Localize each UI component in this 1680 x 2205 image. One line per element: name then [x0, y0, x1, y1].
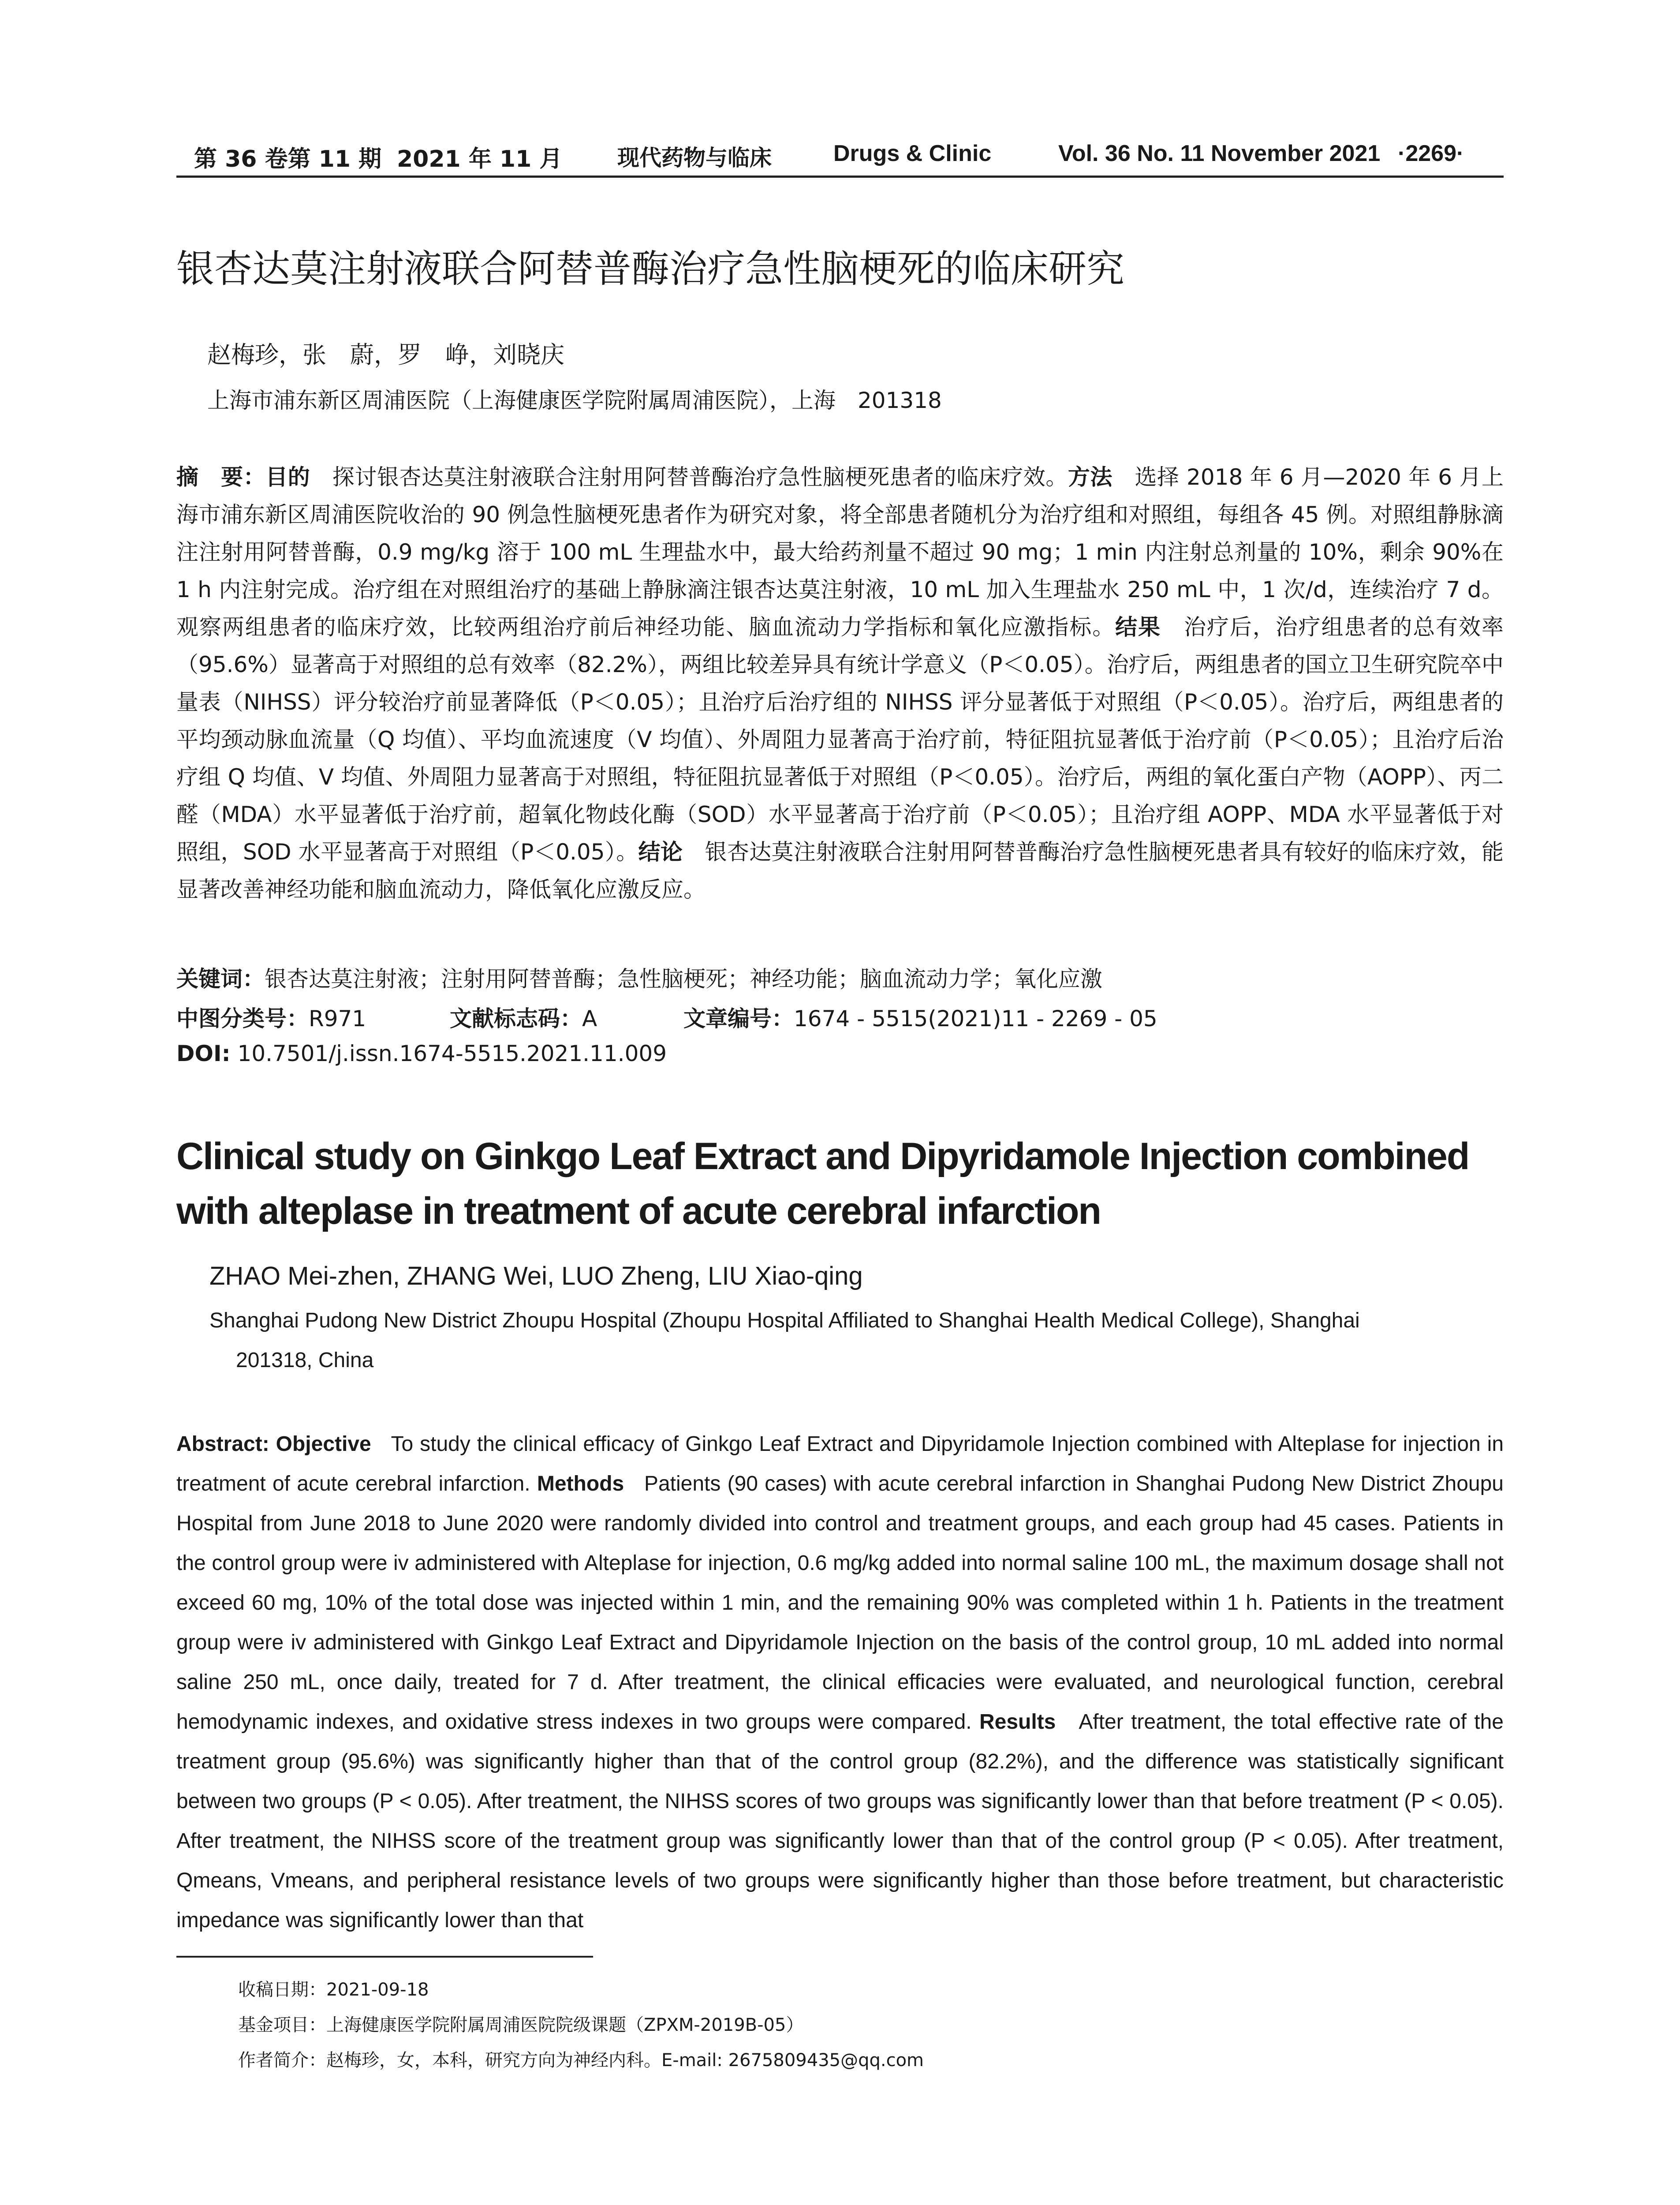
doi-row — [176, 1041, 667, 1066]
header-date-cn: 2021 年 11 月 — [397, 146, 563, 172]
results-text-cn: 治疗后，治疗组患者的总有效率（95.6%）显著高于对照组的总有效率（82.2%），两组比较差异具有统计学意义（P＜0.05）。治疗后，两组患者的国立卫生研究院卒中量表（NIHSS）评分较治疗前显著降低（P＜0.05）；且治疗后治疗组的 NIHSS 评分显著低于对照组（P＜0.05）。治疗后，两组患者的平均颈动脉血流量（Q 均值）、平均血流速度（V 均值）、外周阻力显著高于治疗前，特征阻抗显著低于治疗前（P＜0.05）；且治疗后治疗组 Q 均值、V 均值、外周阻力显著高于对照组，特征阻抗显著低于对照组（P＜0.05）。治疗后，两组的氧化蛋白产物（AOPP）、丙二醛（MDA）水平显著低于治疗前，超氧化物歧化酶（SOD）水平显著高于治疗前（P＜0.05）；且治疗组 AOPP、MDA 水平显著低于对照组，SOD 水平显著高于对照组（P＜0.05）。 — [176, 614, 1504, 865]
affiliation-cn: 上海市浦东新区周浦医院（上海健康医学院附属周浦医院），上海 201318 — [207, 388, 942, 413]
keywords-label-cn: 关键词： — [176, 966, 265, 992]
keywords-cn — [176, 961, 1102, 993]
footnote-fund — [238, 2011, 803, 2036]
affiliation-en-line1: Shanghai Pudong New District Zhoupu Hospital (Zhoupu Hospital Affiliated to Shanghai Health Medical College), Shanghai — [209, 1309, 1360, 1332]
doc-code-value: A — [582, 1006, 597, 1031]
results-text-en: After treatment, the total effective rate of the treatment group (95.6%) was significantly higher than that of the control group (82.2%), and the difference was statistically significant between two groups (P < 0.05). After treatment, the NIHSS scores of two groups was significantly lower than that before treatment (P < 0.05). After treatment, the NIHSS score of the treatment group was significantly lower than that of the control group (P < 0.05). After treatment, Qmeans, Vmeans, and peripheral resistance levels of two groups were significantly higher than those before treatment, but characteristic impedance was significantly lower than that — [176, 1710, 1504, 1932]
affiliation-en-line2: 201318, China — [236, 1349, 374, 1372]
received-date: 2021-09-18 — [326, 1980, 429, 2000]
header-journal-cn: 现代药物与临床 — [617, 145, 772, 171]
article-no-label: 文章编号： — [683, 1006, 794, 1031]
footnote-divider — [176, 1956, 593, 1958]
keywords-text-cn: 银杏达莫注射液；注射用阿替普酶；急性脑梗死；神经功能；脑血流动力学；氧化应激 — [265, 966, 1102, 992]
header-page-number: ·2269· — [1398, 141, 1464, 166]
header-volume-en: Vol. 36 No. 11 November 2021 — [1058, 141, 1381, 166]
affiliation-en — [209, 1301, 1504, 1380]
running-header — [176, 140, 1504, 176]
author-text: 赵梅珍，女，本科，研究方向为神经内科。E-mail: 2675809435@qq.com — [326, 2050, 924, 2070]
authors-en: ZHAO Mei-zhen, ZHANG Wei, LUO Zheng, LIU Xiao-qing — [209, 1262, 863, 1290]
objective-text-en: To study the clinical efficacy of Ginkgo Leaf Extract and Dipyridamole Injection combined with Alteplase for injection in treatment of acute cerebral infarction. — [176, 1432, 1504, 1495]
abstract-cn — [176, 459, 1504, 908]
footnote-author — [238, 2046, 924, 2071]
clc-label: 中图分类号： — [176, 1006, 309, 1031]
article-title-en: Clinical study on Ginkgo Leaf Extract and Dipyridamole Injection combined with alteplase in treatment of acute cerebral infarction — [176, 1135, 1469, 1232]
fund-text: 上海健康医学院附属周浦医院院级课题（ZPXM-2019B-05） — [326, 2015, 804, 2035]
header-journal-en: Drugs & Clinic — [833, 141, 992, 166]
classification-row — [176, 1001, 1504, 1032]
objective-text-cn: 探讨银杏达莫注射液联合注射用阿替普酶治疗急性脑梗死患者的临床疗效。 — [332, 464, 1068, 490]
fund-label: 基金项目： — [238, 2015, 326, 2035]
methods-label-cn: 方法 — [1068, 464, 1113, 490]
abstract-label-en: Abstract: Objective — [176, 1432, 371, 1456]
methods-text-cn: 选择 2018 年 6 月—2020 年 6 月上海市浦东新区周浦医院收治的 90 例急性脑梗死患者作为研究对象，将全部患者随机分为治疗组和对照组，每组各 45 例。对照组静脉滴注注射用阿替普酶，0.9 mg/kg 溶于 100 mL 生理盐水中，最大给药剂量不超过 90 mg；1 min 内注射总剂量的 10%，剩余 90%在 1 h 内注射完成。治疗组在对照组治疗的基础上静脉滴注银杏达莫注射液，10 mL 加入生理盐水 250 mL 中，1 次/d，连续治疗 7 d。观察两组患者的临床疗效，比较两组治疗前后神经功能、脑血流动力学指标和氧化应激指标。 — [176, 464, 1504, 640]
clc-value: R971 — [309, 1006, 366, 1031]
doi-label: DOI: — [176, 1041, 231, 1066]
methods-label-en: Methods — [537, 1472, 624, 1495]
doc-code-label: 文献标志码： — [450, 1006, 582, 1031]
header-divider — [176, 176, 1504, 178]
results-label-cn: 结果 — [1115, 614, 1161, 640]
abstract-en — [176, 1424, 1504, 1940]
authors-cn: 赵梅珍，张 蔚，罗 峥，刘晓庆 — [207, 341, 564, 369]
article-title-cn: 银杏达莫注射液联合阿替普酶治疗急性脑梗死的临床研究 — [176, 247, 1124, 291]
abstract-label-cn: 摘 要： — [176, 464, 266, 490]
header-volume-cn: 第 36 卷第 11 期 — [194, 146, 382, 172]
objective-label-cn: 目的 — [265, 464, 310, 490]
article-no-value: 1674 - 5515(2021)11 - 2269 - 05 — [794, 1006, 1157, 1031]
received-label: 收稿日期： — [238, 1980, 326, 2000]
results-label-en: Results — [979, 1710, 1056, 1734]
conclusion-label-cn: 结论 — [638, 839, 683, 865]
author-label: 作者简介： — [238, 2050, 326, 2070]
doi-link[interactable]: 10.7501/j.issn.1674-5515.2021.11.009 — [237, 1041, 667, 1066]
methods-text-en: Patients (90 cases) with acute cerebral infarction in Shanghai Pudong New District Zhoupu Hospital from June 2018 to June 2020 were randomly divided into control and treatment groups, and each group had 45 cases. Patients in the control group were iv administered with Alteplase for injection, 0.6 mg/kg added into normal saline 100 mL, the maximum dosage shall not exceed 60 mg, 10% of the total dose was injected within 1 min, and the remaining 90% was completed within 1 h. Patients in the treatment group were iv administered with Ginkgo Leaf Extract and Dipyridamole Injection on the basis of the control group, 10 mL added into normal saline 250 mL, once daily, treated for 7 d. After treatment, the clinical efficacies were evaluated, and neurological function, cerebral hemodynamic indexes, and oxidative stress indexes in two groups were compared. — [176, 1472, 1504, 1734]
footnote-received — [238, 1976, 429, 2001]
conclusion-text-cn: 银杏达莫注射液联合注射用阿替普酶治疗急性脑梗死患者具有较好的临床疗效，能显著改善神经功能和脑血流动力，降低氧化应激反应。 — [176, 839, 1504, 902]
